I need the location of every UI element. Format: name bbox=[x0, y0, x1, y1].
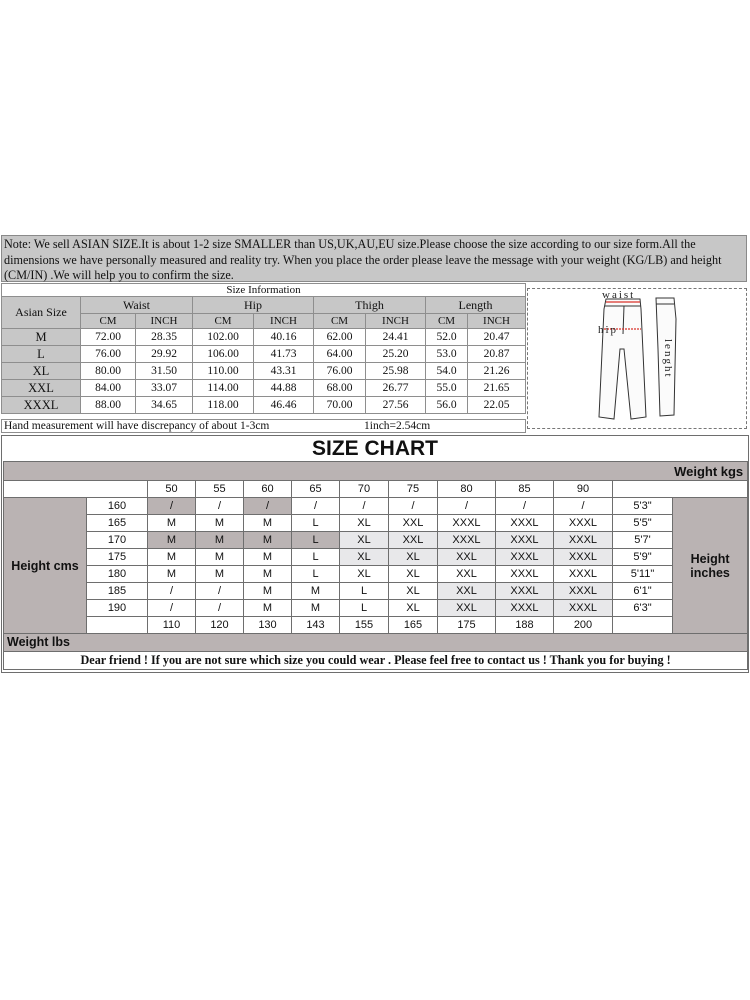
size-cell: / bbox=[148, 498, 196, 515]
discrepancy-note: Hand measurement will have discrepancy of about 1-3cm bbox=[4, 420, 270, 432]
size-cell: L bbox=[292, 566, 340, 583]
size-cell: / bbox=[554, 498, 613, 515]
measure-cell: 25.20 bbox=[366, 346, 426, 363]
kgs-header: 65 bbox=[292, 481, 340, 498]
size-cell: / bbox=[148, 583, 196, 600]
measure-cell: 72.00 bbox=[81, 329, 136, 346]
height-row bbox=[4, 583, 748, 600]
measure-cell: 110.00 bbox=[193, 363, 254, 380]
size-cell: XXXL bbox=[554, 600, 613, 617]
length-label: lenght bbox=[662, 339, 674, 379]
size-cell: L bbox=[292, 532, 340, 549]
measure-cell: 52.0 bbox=[426, 329, 468, 346]
measure-cell: 40.16 bbox=[254, 329, 314, 346]
size-cell: L bbox=[292, 515, 340, 532]
size-cell: M bbox=[196, 549, 244, 566]
size-row bbox=[2, 329, 526, 346]
height-inch: 5'11" bbox=[613, 566, 673, 583]
unit-header: INCH bbox=[468, 314, 526, 329]
height-row bbox=[4, 498, 748, 515]
size-cell: XL bbox=[389, 566, 438, 583]
size-chart-title: SIZE CHART bbox=[312, 437, 438, 460]
size-cell: XL bbox=[340, 515, 389, 532]
lbs-value: 120 bbox=[196, 617, 244, 634]
measure-cell: 55.0 bbox=[426, 380, 468, 397]
height-cm: 180 bbox=[87, 566, 148, 583]
size-cell: XL bbox=[340, 532, 389, 549]
measure-cell: 21.65 bbox=[468, 380, 526, 397]
unit-header: INCH bbox=[254, 314, 314, 329]
lbs-value: 175 bbox=[438, 617, 496, 634]
kgs-header: 80 bbox=[438, 481, 496, 498]
height-inch: 5'3" bbox=[613, 498, 673, 515]
size-cell: / bbox=[389, 498, 438, 515]
measure-cell: 20.47 bbox=[468, 329, 526, 346]
size-cell: XXXL bbox=[496, 532, 554, 549]
size-cell: M bbox=[148, 515, 196, 532]
size-cell: XXL bbox=[389, 515, 438, 532]
lbs-value: 110 bbox=[148, 617, 196, 634]
height-cm: 165 bbox=[87, 515, 148, 532]
note-text: Note: We sell ASIAN SIZE.It is about 1-2 size SMALLER than US,UK,AU,EU size.Please choose the size according to our size form.All the dimensions we have personally measured and reality try. When you place the order please leave the message with your weight (KG/LB) and height (CM/IN) .We will help you to confirm the size. bbox=[1, 235, 747, 282]
size-cell: M bbox=[196, 532, 244, 549]
length-header: Length bbox=[426, 297, 526, 314]
measure-cell: 64.00 bbox=[314, 346, 366, 363]
measure-cell: 28.35 bbox=[136, 329, 193, 346]
lbs-value: 155 bbox=[340, 617, 389, 634]
size-row bbox=[2, 397, 526, 414]
measure-cell: 27.56 bbox=[366, 397, 426, 414]
size-label: XXL bbox=[2, 380, 81, 397]
lbs-value: 130 bbox=[244, 617, 292, 634]
size-cell: XXXL bbox=[496, 515, 554, 532]
weight-lbs-label: Weight lbs bbox=[4, 634, 748, 652]
size-label: L bbox=[2, 346, 81, 363]
kgs-header: 75 bbox=[389, 481, 438, 498]
size-cell: / bbox=[148, 600, 196, 617]
height-row bbox=[4, 566, 748, 583]
height-inch: 5'7' bbox=[613, 532, 673, 549]
size-cell: M bbox=[244, 532, 292, 549]
size-cell: XXXL bbox=[554, 583, 613, 600]
unit-header: INCH bbox=[136, 314, 193, 329]
height-row bbox=[4, 515, 748, 532]
size-cell: M bbox=[196, 566, 244, 583]
size-label: XXXL bbox=[2, 397, 81, 414]
weight-kgs-label: Weight kgs bbox=[4, 462, 748, 481]
size-chart-table bbox=[3, 461, 748, 670]
size-cell: / bbox=[244, 498, 292, 515]
height-cm: 185 bbox=[87, 583, 148, 600]
size-cell: XXXL bbox=[496, 600, 554, 617]
size-cell: L bbox=[340, 600, 389, 617]
size-cell: M bbox=[244, 583, 292, 600]
unit-header: CM bbox=[81, 314, 136, 329]
size-cell: XXXL bbox=[438, 532, 496, 549]
measure-cell: 76.00 bbox=[81, 346, 136, 363]
size-cell: / bbox=[196, 498, 244, 515]
size-cell: / bbox=[496, 498, 554, 515]
size-cell: XL bbox=[340, 549, 389, 566]
size-row bbox=[2, 363, 526, 380]
measure-cell: 80.00 bbox=[81, 363, 136, 380]
kgs-header: 55 bbox=[196, 481, 244, 498]
size-cell: XXL bbox=[438, 600, 496, 617]
size-cell: M bbox=[148, 549, 196, 566]
measure-cell: 118.00 bbox=[193, 397, 254, 414]
waist-label: waist bbox=[602, 289, 636, 301]
measure-cell: 56.0 bbox=[426, 397, 468, 414]
measure-cell: 84.00 bbox=[81, 380, 136, 397]
measurement-note-row bbox=[1, 419, 526, 433]
pants-measurement-diagram bbox=[527, 288, 747, 429]
height-cm: 160 bbox=[87, 498, 148, 515]
measure-cell: 43.31 bbox=[254, 363, 314, 380]
unit-header: CM bbox=[314, 314, 366, 329]
measure-cell: 102.00 bbox=[193, 329, 254, 346]
measure-cell: 53.0 bbox=[426, 346, 468, 363]
measure-cell: 21.26 bbox=[468, 363, 526, 380]
measure-cell: 29.92 bbox=[136, 346, 193, 363]
size-cell: L bbox=[292, 549, 340, 566]
size-cell: M bbox=[244, 549, 292, 566]
height-inch: 6'1" bbox=[613, 583, 673, 600]
size-cell: M bbox=[244, 600, 292, 617]
hip-label: hip bbox=[598, 324, 619, 336]
size-cell: XXXL bbox=[496, 566, 554, 583]
kgs-header: 50 bbox=[148, 481, 196, 498]
kgs-header: 60 bbox=[244, 481, 292, 498]
measure-cell: 26.77 bbox=[366, 380, 426, 397]
lbs-value: 200 bbox=[554, 617, 613, 634]
size-cell: M bbox=[196, 515, 244, 532]
size-cell: XXL bbox=[438, 549, 496, 566]
height-cm: 170 bbox=[87, 532, 148, 549]
pants-illustration bbox=[528, 289, 746, 428]
size-cell: M bbox=[292, 583, 340, 600]
size-cell: XL bbox=[389, 549, 438, 566]
height-inches-label: Height inches bbox=[673, 498, 748, 634]
size-cell: / bbox=[196, 600, 244, 617]
hip-header: Hip bbox=[193, 297, 314, 314]
size-cell: XXL bbox=[438, 583, 496, 600]
kgs-header: 90 bbox=[554, 481, 613, 498]
measure-cell: 88.00 bbox=[81, 397, 136, 414]
size-information-table bbox=[1, 283, 526, 414]
measure-cell: 54.0 bbox=[426, 363, 468, 380]
measure-cell: 20.87 bbox=[468, 346, 526, 363]
size-row bbox=[2, 380, 526, 397]
size-cell: M bbox=[148, 532, 196, 549]
size-cell: XXXL bbox=[438, 515, 496, 532]
size-cell: M bbox=[292, 600, 340, 617]
lbs-value: 165 bbox=[389, 617, 438, 634]
measure-cell: 46.46 bbox=[254, 397, 314, 414]
size-label: XL bbox=[2, 363, 81, 380]
measure-cell: 114.00 bbox=[193, 380, 254, 397]
size-cell: XXXL bbox=[554, 532, 613, 549]
size-cell: M bbox=[244, 566, 292, 583]
measure-cell: 33.07 bbox=[136, 380, 193, 397]
size-cell: XL bbox=[389, 583, 438, 600]
measure-cell: 34.65 bbox=[136, 397, 193, 414]
size-cell: XXXL bbox=[554, 515, 613, 532]
lbs-value: 143 bbox=[292, 617, 340, 634]
unit-header: CM bbox=[426, 314, 468, 329]
height-cm: 175 bbox=[87, 549, 148, 566]
height-cm: 190 bbox=[87, 600, 148, 617]
size-information-title: Size Information bbox=[2, 284, 526, 297]
lbs-value: 188 bbox=[496, 617, 554, 634]
measure-cell: 31.50 bbox=[136, 363, 193, 380]
size-cell: XXXL bbox=[554, 566, 613, 583]
kgs-header: 85 bbox=[496, 481, 554, 498]
size-cell: XXXL bbox=[496, 549, 554, 566]
measure-cell: 44.88 bbox=[254, 380, 314, 397]
size-cell: XXL bbox=[438, 566, 496, 583]
size-cell: L bbox=[340, 583, 389, 600]
size-cell: / bbox=[340, 498, 389, 515]
asian-size-header: Asian Size bbox=[2, 297, 81, 329]
unit-header: INCH bbox=[366, 314, 426, 329]
size-cell: M bbox=[244, 515, 292, 532]
contact-message: Dear friend ! If you are not sure which size you could wear . Please feel free to contact us ! Thank you for buying ! bbox=[4, 652, 748, 670]
kgs-header: 70 bbox=[340, 481, 389, 498]
measure-cell: 70.00 bbox=[314, 397, 366, 414]
measure-cell: 22.05 bbox=[468, 397, 526, 414]
height-row bbox=[4, 532, 748, 549]
size-label: M bbox=[2, 329, 81, 346]
height-inch: 5'9" bbox=[613, 549, 673, 566]
measure-cell: 76.00 bbox=[314, 363, 366, 380]
size-row bbox=[2, 346, 526, 363]
height-inch: 6'3" bbox=[613, 600, 673, 617]
height-inch: 5'5" bbox=[613, 515, 673, 532]
size-cell: XL bbox=[389, 600, 438, 617]
height-cms-label: Height cms bbox=[4, 498, 87, 634]
size-cell: / bbox=[196, 583, 244, 600]
measure-cell: 41.73 bbox=[254, 346, 314, 363]
measure-cell: 62.00 bbox=[314, 329, 366, 346]
height-row bbox=[4, 549, 748, 566]
measure-cell: 25.98 bbox=[366, 363, 426, 380]
thigh-header: Thigh bbox=[314, 297, 426, 314]
size-cell: XXXL bbox=[554, 549, 613, 566]
size-cell: XXL bbox=[389, 532, 438, 549]
inch-conversion: 1inch=2.54cm bbox=[364, 420, 431, 432]
unit-header: CM bbox=[193, 314, 254, 329]
size-cell: M bbox=[148, 566, 196, 583]
waist-header: Waist bbox=[81, 297, 193, 314]
measure-cell: 24.41 bbox=[366, 329, 426, 346]
lbs-row bbox=[4, 617, 748, 634]
measure-cell: 106.00 bbox=[193, 346, 254, 363]
size-cell: / bbox=[438, 498, 496, 515]
measure-cell: 68.00 bbox=[314, 380, 366, 397]
size-cell: / bbox=[292, 498, 340, 515]
size-cell: XL bbox=[340, 566, 389, 583]
height-row bbox=[4, 600, 748, 617]
size-cell: XXXL bbox=[496, 583, 554, 600]
front-pants-icon bbox=[599, 299, 646, 419]
